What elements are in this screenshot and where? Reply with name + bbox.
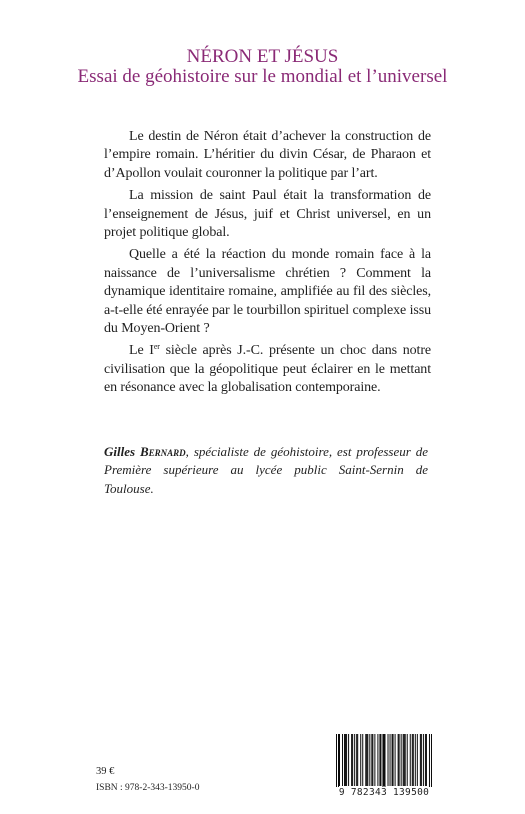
barcode-bar: [425, 734, 426, 786]
barcode-bar: [421, 734, 422, 786]
blurb-paragraph: Le destin de Néron était d’achever la construction de l’empire romain. L’héritier du divin César, de Pharaon et d’Apollon voulait couronner la politique par l’art.: [104, 129, 431, 181]
author-bio-text: , spécialiste de géohistoire, est professeur de Première supérieure au lycée public Saint-Sernin de Toulouse.: [104, 444, 428, 496]
price: 39 €: [96, 766, 115, 777]
barcode-bar: [374, 734, 375, 786]
barcode-bar: [379, 734, 380, 786]
author-first-name: Gilles: [104, 444, 140, 459]
ordinal-superscript: er: [153, 342, 160, 352]
back-cover-blurb: [104, 128, 431, 402]
barcode-bar: [344, 734, 345, 786]
barcode-bar: [382, 734, 383, 790]
barcode-bar: [413, 734, 414, 786]
barcode-bar: [403, 734, 404, 786]
blurb-text: Le I: [129, 343, 154, 359]
barcode-bar: [431, 734, 432, 790]
barcode-bar: [405, 734, 406, 786]
book-title: NÉRON ET JÉSUS: [186, 46, 339, 67]
barcode-bars: [336, 734, 432, 790]
barcode-bar: [339, 734, 340, 786]
barcode-bar: [338, 734, 339, 790]
barcode-bar: [407, 734, 408, 786]
author-name: [104, 444, 186, 459]
barcode-bar: [399, 734, 400, 786]
barcode-bar: [415, 734, 416, 786]
book-subtitle: Essai de géohistoire sur le mondial et l’universel: [77, 66, 448, 87]
barcode-bar: [357, 734, 358, 786]
barcode-bar: [348, 734, 349, 786]
barcode-bar: [385, 734, 386, 790]
barcode-bar: [365, 734, 366, 786]
barcode-bar: [366, 734, 367, 786]
barcode-bar: [352, 734, 353, 786]
barcode-bar: [336, 734, 337, 790]
barcode-bar: [412, 734, 413, 786]
barcode-bar: [380, 734, 381, 786]
barcode-bar: [390, 734, 391, 786]
isbn: ISBN : 978-2-343-13950-0: [96, 783, 200, 793]
barcode-bar: [404, 734, 405, 786]
barcode-bar: [356, 734, 357, 786]
barcode-bar: [369, 734, 370, 786]
barcode-bar: [398, 734, 399, 786]
barcode-bar: [367, 734, 368, 786]
author-last-name: Bernard: [139, 444, 186, 459]
barcode-bar: [371, 734, 372, 786]
barcode-bar: [423, 734, 424, 786]
author-bio: [104, 443, 428, 498]
barcode-bar: [372, 734, 373, 786]
blurb-paragraph: [104, 342, 431, 397]
barcode-bar: [426, 734, 427, 786]
barcode-bar: [354, 734, 355, 786]
barcode-bar: [351, 734, 352, 786]
barcode-bar: [360, 734, 361, 786]
barcode-digits: 9 782343 139500: [336, 787, 432, 798]
barcode-bar: [345, 734, 346, 786]
barcode-bar: [429, 734, 430, 790]
barcode-bar: [410, 734, 411, 786]
blurb-text: siècle après J.-C. présente un choc dans notre civilisation que la géopolitique peut éclairer en le mettant en résonance avec la globalisation contemporaine.: [104, 343, 431, 396]
barcode-bar: [395, 734, 396, 786]
blurb-paragraph: Quelle a été la réaction du monde romain face à la naissance de l’universalisme chrétien ? Comment la dynamique identitaire romaine, amplifiée au fil des siècles, a-t-elle été enrayée par le tourbillon spirituel complexe issu du Moyen-Orient ?: [104, 247, 431, 337]
barcode-bar: [393, 734, 394, 786]
barcode-bar: [417, 734, 418, 786]
barcode-bar: [401, 734, 402, 786]
barcode-bar: [377, 734, 378, 786]
blurb-paragraph: La mission de saint Paul était la transformation de l’enseignement de Jésus, juif et Christ universel, en un projet politique global.: [104, 188, 431, 241]
barcode-bar: [383, 734, 384, 786]
barcode-bar: [392, 734, 393, 786]
barcode-bar: [342, 734, 343, 786]
barcode-bar: [388, 734, 389, 786]
barcode-bar: [362, 734, 363, 786]
barcode-bar: [346, 734, 347, 786]
barcode-bar: [420, 734, 421, 786]
